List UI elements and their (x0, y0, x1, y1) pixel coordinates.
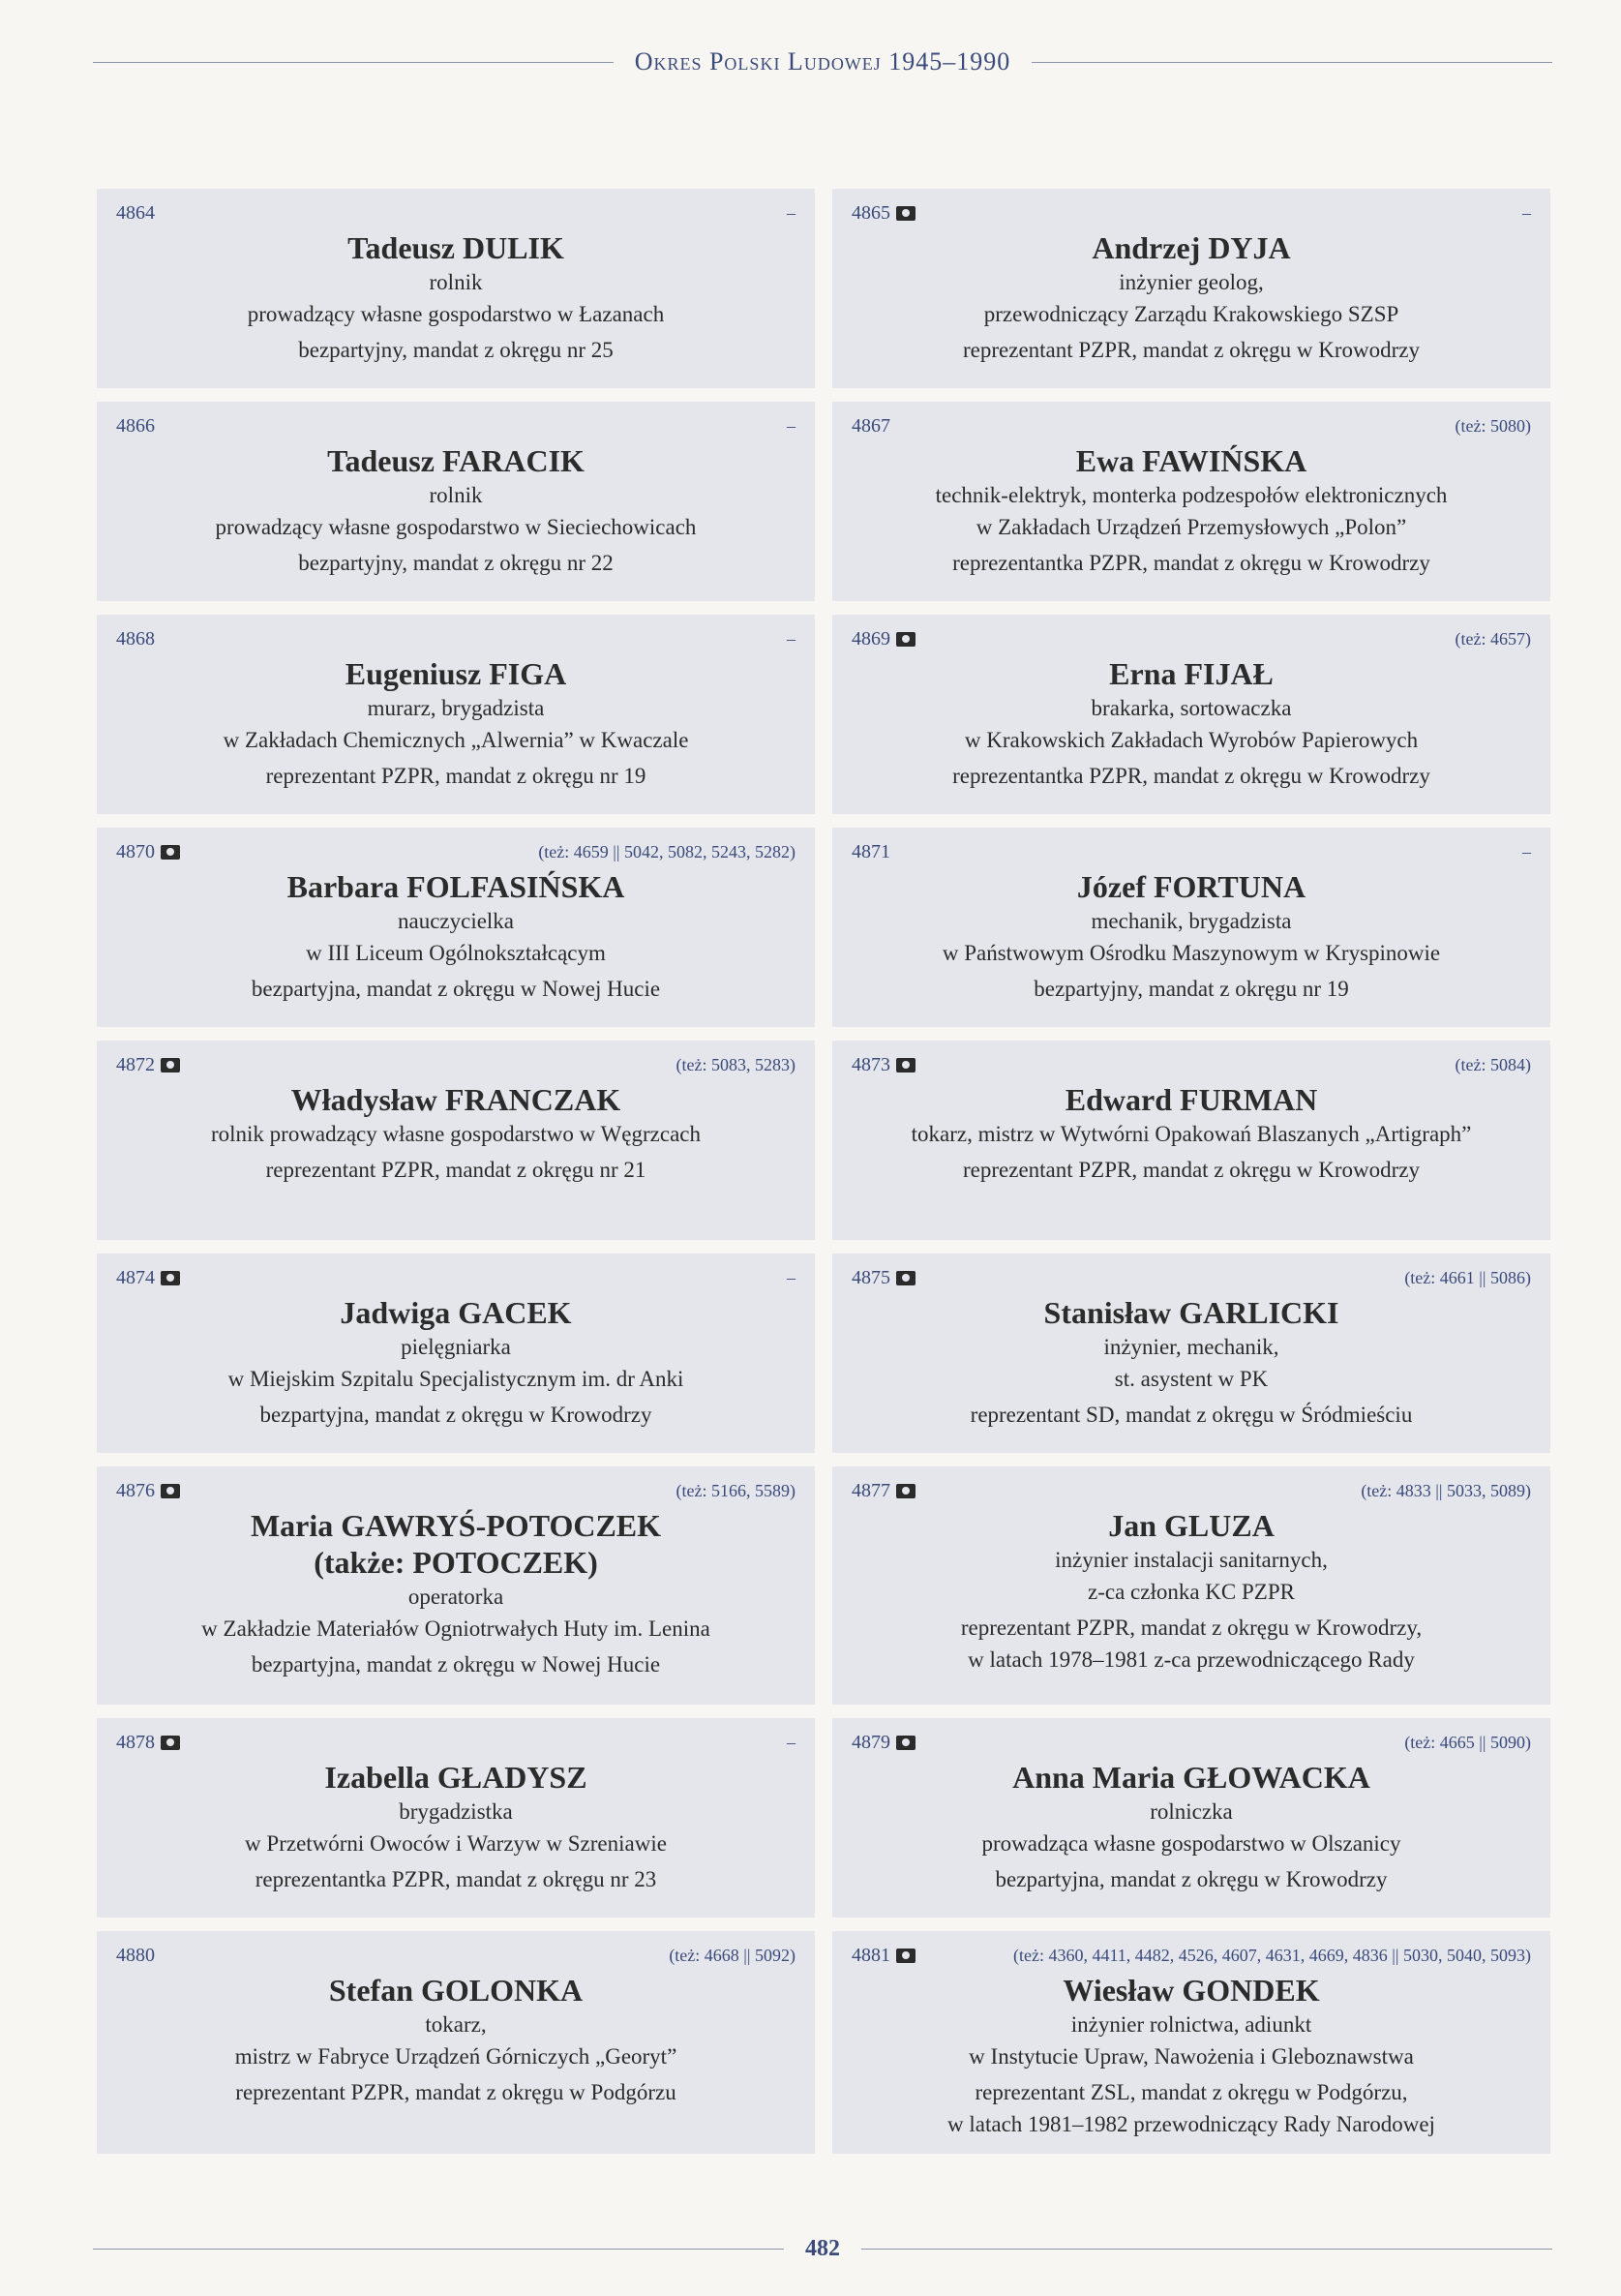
entry-occupation-line: brakarka, sortowaczka (1091, 696, 1292, 720)
header-title: Okres Polski Ludowej 1945–1990 (634, 47, 1011, 76)
entry-header (116, 1730, 795, 1755)
entry-number: 4866 (116, 414, 155, 437)
entry-occupation-line: murarz, brygadzista (367, 696, 545, 720)
entry-card (832, 1466, 1550, 1705)
entry-mandate-line: bezpartyjny, mandat z okręgu nr 22 (298, 551, 614, 575)
entry-occupation-line: rolnik (429, 270, 483, 294)
entry-mandate-line: bezpartyjna, mandat z okręgu w Krowodrzy (259, 1403, 652, 1427)
entry-occupation-line: prowadząca własne gospodarstwo w Olszanicy (981, 1831, 1401, 1856)
entry-header (852, 1943, 1531, 1968)
entry-cross-reference: (też: 4661 || 5086) (1404, 1267, 1531, 1287)
entry-card (97, 1466, 815, 1705)
footer-rule-left (93, 2249, 784, 2250)
entry-number-group (852, 202, 916, 225)
entry-card (832, 615, 1550, 814)
entry-card (97, 828, 815, 1027)
entry-header (116, 200, 795, 226)
entry-number: 4877 (852, 1479, 890, 1501)
entry-mandate-line: reprezentant PZPR, mandat z okręgu nr 19 (265, 764, 646, 788)
entry-name: Erna FIJAŁ (1109, 656, 1274, 691)
entry-cross-reference: – (787, 415, 795, 436)
entry-header (852, 839, 1531, 864)
entry-cross-reference: (też: 4833 || 5033, 5089) (1361, 1480, 1531, 1500)
entry-cross-reference: (też: 4659 || 5042, 5082, 5243, 5282) (538, 841, 795, 861)
entry-occupation-line: rolnik (429, 483, 483, 507)
entry-number: 4881 (852, 1944, 890, 1966)
entry-header (116, 839, 795, 864)
entry-occupation-line: pielęgniarka (401, 1335, 511, 1359)
entry-number-group (852, 1945, 916, 1967)
photo-icon (161, 1271, 180, 1285)
entry-occupation-line: technik-elektryk, monterka podzespołów elektronicznych (935, 483, 1448, 507)
photo-icon (161, 845, 180, 860)
footer-rule-right (861, 2249, 1552, 2250)
entry-cross-reference: – (787, 1267, 795, 1287)
entry-mandate-line: reprezentant PZPR, mandat z okręgu w Krowodrzy (963, 338, 1420, 362)
entry-card (832, 402, 1550, 601)
entry-occupation-line: w Zakładzie Materiałów Ogniotrwałych Huty im. Lenina (201, 1616, 710, 1641)
entry-occupation-line: inżynier, mechanik, (1103, 1335, 1279, 1359)
entry-occupation-line: nauczycielka (397, 909, 515, 933)
entry-name: Anna Maria GŁOWACKA (1012, 1760, 1370, 1795)
entry-number: 4872 (116, 1053, 155, 1075)
entry-number-group (116, 1945, 155, 1967)
photo-icon (896, 1736, 916, 1750)
entry-cross-reference: (też: 4668 || 5092) (669, 1945, 795, 1965)
entry-occupation-line: w Instytucie Upraw, Nawożenia i Gleboznawstwa (969, 2044, 1414, 2069)
entry-cross-reference: (też: 5084) (1455, 1054, 1531, 1074)
entry-card (832, 1931, 1550, 2154)
entry-header (852, 1478, 1531, 1503)
entry-occupation-line: inżynier rolnictwa, adiunkt (1070, 2012, 1312, 2037)
entry-occupation-line: w Zakładach Urządzeń Przemysłowych „Polon” (976, 515, 1407, 539)
entry-mandate-line: reprezentant ZSL, mandat z okręgu w Podgórzu, (975, 2080, 1408, 2104)
entry-occupation-line: inżynier instalacji sanitarnych, (1055, 1548, 1328, 1572)
entry-name: Stefan GOLONKA (328, 1973, 584, 2008)
entry-mandate-line: bezpartyjna, mandat z okręgu w Krowodrzy (995, 1867, 1388, 1891)
entry-cross-reference: – (1522, 841, 1531, 861)
entry-name: Barbara FOLFASIŃSKA (286, 869, 625, 904)
entry-number: 4876 (116, 1479, 155, 1501)
photo-icon (161, 1058, 180, 1072)
entry-occupation-line: mistrz w Fabryce Urządzeń Górniczych „Georyt” (234, 2044, 677, 2069)
entry-header (852, 1052, 1531, 1077)
entry-name: Edward FURMAN (1065, 1082, 1318, 1117)
entry-header (116, 1052, 795, 1077)
entry-occupation-line: w Przetwórni Owoców i Warzyw w Szreniawie (245, 1831, 667, 1856)
entry-card (832, 1254, 1550, 1453)
entry-occupation-line: w Krakowskich Zakładach Wyrobów Papierowych (964, 728, 1419, 752)
entry-name: Eugeniusz FIGA (345, 656, 567, 691)
entry-number-group (852, 415, 890, 438)
entry-header (852, 200, 1531, 226)
entry-mandate-line: reprezentant PZPR, mandat z okręgu nr 21 (265, 1158, 646, 1182)
entry-name: Ewa FAWIŃSKA (1075, 443, 1307, 478)
entry-number: 4880 (116, 1944, 155, 1966)
entry-name: Tadeusz DULIK (347, 230, 564, 265)
entry-occupation-line: w Państwowym Ośrodku Maszynowym w Kryspinowie (942, 941, 1441, 965)
entry-number-group (116, 1732, 180, 1754)
entry-number: 4865 (852, 201, 890, 224)
header-rule-right (1032, 62, 1552, 63)
entry-header (116, 1943, 795, 1968)
entry-card (97, 402, 815, 601)
entry-card (97, 1718, 815, 1918)
entry-card (97, 1041, 815, 1240)
entry-occupation-line: brygadzistka (399, 1799, 513, 1824)
entry-cross-reference: (też: 5166, 5589) (675, 1480, 795, 1500)
entry-mandate-line: bezpartyjny, mandat z okręgu nr 19 (1034, 977, 1349, 1001)
entry-card (97, 1931, 815, 2154)
entry-occupation-line: operatorka (407, 1585, 504, 1609)
photo-icon (896, 1949, 916, 1963)
photo-icon (896, 206, 916, 221)
entry-header (116, 1478, 795, 1503)
photo-icon (896, 1058, 916, 1072)
entry-number-group (116, 841, 180, 863)
entry-name: Stanisław GARLICKI (1043, 1295, 1339, 1330)
entry-mandate-line: bezpartyjny, mandat z okręgu nr 25 (298, 338, 614, 362)
entry-occupation-line: rolniczka (1150, 1799, 1233, 1824)
entry-name: Andrzej DYJA (1092, 230, 1291, 265)
entry-occupation-line: st. asystent w PK (1114, 1367, 1269, 1391)
entry-occupation-line: przewodniczący Zarządu Krakowskiego SZSP (983, 302, 1399, 326)
entry-header (116, 626, 795, 651)
entry-card (832, 189, 1550, 388)
entry-cross-reference: (też: 4665 || 5090) (1404, 1732, 1531, 1752)
entry-number: 4873 (852, 1053, 890, 1075)
entry-mandate-line: reprezentantka PZPR, mandat z okręgu w Krowodrzy (952, 551, 1430, 575)
entry-number: 4870 (116, 840, 155, 862)
entry-number-group (116, 1267, 180, 1289)
photo-icon (896, 632, 916, 647)
entry-card (97, 1254, 815, 1453)
entry-name: Tadeusz FARACIK (327, 443, 585, 478)
entry-header (116, 1265, 795, 1290)
entry-cross-reference: – (1522, 202, 1531, 223)
entry-mandate-line: bezpartyjna, mandat z okręgu w Nowej Hucie (251, 977, 661, 1001)
entry-cross-reference: (też: 5080) (1455, 415, 1531, 436)
entry-name: Wiesław GONDEK (1063, 1973, 1320, 2008)
entry-number: 4871 (852, 840, 890, 862)
entry-number-group (852, 628, 916, 650)
entry-header (852, 1265, 1531, 1290)
entry-mandate-line: reprezentantka PZPR, mandat z okręgu nr 23 (255, 1867, 657, 1891)
entry-mandate-line: reprezentant PZPR, mandat z okręgu w Krowodrzy, (960, 1616, 1423, 1640)
entry-header (116, 413, 795, 438)
entry-occupation-line: inżynier geolog, (1119, 270, 1264, 294)
entry-name: Józef FORTUNA (1076, 869, 1306, 904)
entry-number: 4878 (116, 1731, 155, 1753)
entry-occupation-line: prowadzący własne gospodarstwo w Łazanach (247, 302, 665, 326)
entry-number-group (116, 1480, 180, 1502)
entry-occupation-line: mechanik, brygadzista (1091, 909, 1292, 933)
entry-mandate-line: w latach 1978–1981 z-ca przewodniczącego Rady (968, 1647, 1415, 1672)
entry-number-group (116, 415, 155, 438)
entry-name: Jan GLUZA (1108, 1508, 1275, 1543)
entry-alt-name: (także: POTOCZEK) (314, 1545, 598, 1580)
entry-number-group (852, 1054, 916, 1076)
entry-card (97, 615, 815, 814)
entry-header (852, 626, 1531, 651)
entry-occupation-line: tokarz, mistrz w Wytwórni Opakowań Blaszanych „Artigraph” (911, 1122, 1472, 1146)
entry-card (832, 1718, 1550, 1918)
entry-number-group (116, 1054, 180, 1076)
entry-number: 4864 (116, 201, 155, 224)
entry-number-group (116, 202, 155, 225)
entry-occupation-line: tokarz, (425, 2012, 487, 2037)
entry-cross-reference: (też: 5083, 5283) (675, 1054, 795, 1074)
page-footer (93, 2229, 1552, 2268)
entry-header (852, 1730, 1531, 1755)
entry-occupation-line: w III Liceum Ogólnokształcącym (306, 941, 606, 965)
entry-name: Jadwiga GACEK (340, 1295, 572, 1330)
entry-number: 4869 (852, 627, 890, 650)
entry-name: Władysław FRANCZAK (290, 1082, 621, 1117)
entry-header (852, 413, 1531, 438)
entry-card (832, 828, 1550, 1027)
entry-card (832, 1041, 1550, 1240)
photo-icon (161, 1736, 180, 1750)
photo-icon (161, 1484, 180, 1498)
entries-grid (97, 189, 1550, 2154)
running-header (93, 43, 1552, 81)
entry-cross-reference: (też: 4657) (1455, 628, 1531, 649)
entry-occupation-line: w Zakładach Chemicznych „Alwernia” w Kwaczale (223, 728, 689, 752)
entry-number-group (852, 1267, 916, 1289)
entry-number: 4868 (116, 627, 155, 650)
entry-card (97, 189, 815, 388)
entry-occupation-line: prowadzący własne gospodarstwo w Sieciechowicach (215, 515, 697, 539)
entry-cross-reference: – (787, 628, 795, 649)
entry-mandate-line: reprezentantka PZPR, mandat z okręgu w Krowodrzy (952, 764, 1430, 788)
entry-mandate-line: reprezentant SD, mandat z okręgu w Śródmieściu (970, 1403, 1413, 1427)
header-rule-left (93, 62, 614, 63)
page-number: 482 (805, 2235, 840, 2261)
entry-number-group (852, 1480, 916, 1502)
entry-number-group (852, 1732, 916, 1754)
entry-mandate-line: bezpartyjna, mandat z okręgu w Nowej Hucie (251, 1652, 661, 1677)
entry-number: 4879 (852, 1731, 890, 1753)
entry-occupation-line: rolnik prowadzący własne gospodarstwo w Węgrzcach (210, 1122, 702, 1146)
entry-number-group (116, 628, 155, 650)
entry-cross-reference: – (787, 1732, 795, 1752)
photo-icon (896, 1484, 916, 1498)
photo-icon (896, 1271, 916, 1285)
entry-mandate-line: reprezentant PZPR, mandat z okręgu w Podgórzu (235, 2080, 676, 2104)
entry-occupation-line: w Miejskim Szpitalu Specjalistycznym im. dr Anki (227, 1367, 684, 1391)
entry-number: 4875 (852, 1266, 890, 1288)
entry-number: 4867 (852, 414, 890, 437)
entry-cross-reference: – (787, 202, 795, 223)
entry-occupation-line: z-ca członka KC PZPR (1088, 1580, 1295, 1604)
entry-name: Izabella GŁADYSZ (324, 1760, 587, 1795)
entry-name: Maria GAWRYŚ-POTOCZEK (250, 1508, 662, 1543)
entry-mandate-line: reprezentant PZPR, mandat z okręgu w Krowodrzy (963, 1158, 1420, 1182)
entry-cross-reference: (też: 4360, 4411, 4482, 4526, 4607, 4631, 4669, 4836 || 5030, 5040, 5093) (1012, 1945, 1531, 1965)
entry-number: 4874 (116, 1266, 155, 1288)
entry-number-group (852, 841, 890, 863)
entry-mandate-line: w latach 1981–1982 przewodniczący Rady Narodowej (947, 2112, 1435, 2136)
